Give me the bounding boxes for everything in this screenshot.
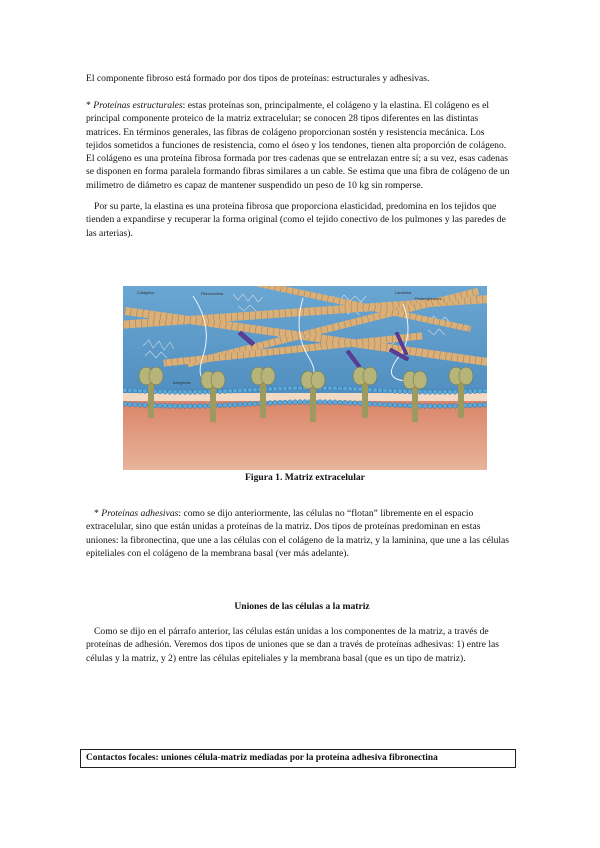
structural-text: : estas proteínas son, principalmente, el colágeno y la elastina. El colágeno es el principal componente proteico de la matriz extracelular; se conocen 28 tipos diferentes en las distintas matrices. En términos generales, las fibras de colágeno proporcionan sostén y resistencia mecánica. Los tejidos sometidos a funciones de resistencia, como el óseo y los tendones, tienen alta proporción de colágeno. El colágeno es una proteína fibrosa formada por tres cadenas que se entrelazan entre sí; a su vez, esas cadenas se disponen en forma paralela formando fibras similares a un cable. Se estima que una fibra de colágeno de un milímetro de diámetro es capaz de mantener suspendido un peso de 10 kg sin romperse. xyxy=(86,100,510,191)
lipid-head xyxy=(398,389,403,394)
adhesive-term: Proteínas adhesivas xyxy=(101,508,179,519)
adhesive-text: : como se dijo anteriormente, las células no “flotan” libremente en el espacio extracelular, sino que están unidas a proteínas de la matriz. Dos tipos de proteínas predominan en estas uniones: la fibronectina, que une a las células con el colágeno de la matriz, y la laminina, que une a las células epiteliales con el colágeno de la membrana basal (ver más adelante). xyxy=(86,508,510,559)
lipid-head xyxy=(333,386,338,391)
lipid-head xyxy=(293,386,298,391)
lipid-head xyxy=(473,389,478,394)
lipid-head xyxy=(133,402,138,407)
lipid-head xyxy=(293,400,298,405)
lipid-head xyxy=(443,390,448,395)
lipid-head xyxy=(418,403,423,408)
lipid-head xyxy=(298,400,303,405)
lipid-head xyxy=(353,387,358,392)
lipid-head xyxy=(403,389,408,394)
lipid-head xyxy=(128,388,133,393)
extracellular-matrix-figure xyxy=(123,286,487,470)
lipid-head xyxy=(478,389,483,394)
lipid-head xyxy=(383,402,388,407)
lipid-head xyxy=(318,400,323,405)
lipid-head xyxy=(248,388,253,393)
lipid-head xyxy=(448,403,453,408)
lipid-head xyxy=(438,404,443,409)
lipid-head xyxy=(178,390,183,395)
lipid-head xyxy=(438,390,443,395)
lipid-head xyxy=(483,388,487,393)
lipid-head xyxy=(388,388,393,393)
lipid-head xyxy=(358,387,363,392)
lipid-head xyxy=(143,403,148,408)
bullet: * xyxy=(94,508,102,519)
lipid-head xyxy=(323,400,328,405)
lipid-head xyxy=(278,400,283,405)
lipid-head xyxy=(278,386,283,391)
lipid-head xyxy=(373,402,378,407)
lipid-head xyxy=(163,389,168,394)
lipid-head xyxy=(133,388,138,393)
lipid-head xyxy=(193,390,198,395)
lipid-head xyxy=(378,388,383,393)
lipid-head xyxy=(453,389,458,394)
lipid-head xyxy=(348,386,353,391)
lipid-head xyxy=(303,400,308,405)
lipid-head xyxy=(428,404,433,409)
lipid-head xyxy=(388,402,393,407)
lipid-head xyxy=(273,386,278,391)
label-proteoglycans: Proteoglicanos xyxy=(415,296,442,301)
lipid-head xyxy=(223,389,228,394)
figure-caption: Figura 1. Matriz extracelular xyxy=(245,472,365,483)
lipid-head xyxy=(188,390,193,395)
lipid-head xyxy=(383,388,388,393)
lipid-head xyxy=(483,402,487,407)
lipid-head xyxy=(433,390,438,395)
label-laminin: Laminina xyxy=(395,290,412,295)
lipid-head xyxy=(323,386,328,391)
lipid-head xyxy=(183,404,188,409)
lipid-head xyxy=(183,390,188,395)
lipid-head xyxy=(138,388,143,393)
lipid-head xyxy=(123,388,127,393)
lipid-head xyxy=(138,402,143,407)
lipid-head xyxy=(218,389,223,394)
structural-proteins-paragraph xyxy=(86,99,512,192)
lipid-head xyxy=(203,389,208,394)
lipid-head xyxy=(158,389,163,394)
lipid-head xyxy=(228,402,233,407)
lipid-head xyxy=(173,390,178,395)
lipid-head xyxy=(368,387,373,392)
lipid-head xyxy=(443,404,448,409)
lipid-head xyxy=(288,386,293,391)
lipid-head xyxy=(128,402,133,407)
lipid-head xyxy=(193,404,198,409)
lipid-head xyxy=(378,402,383,407)
lipid-head xyxy=(373,388,378,393)
bullet: * xyxy=(86,100,94,111)
lipid-head xyxy=(238,388,243,393)
lipid-head xyxy=(143,389,148,394)
lipid-head xyxy=(268,387,273,392)
lipid-head xyxy=(368,401,373,406)
lipid-head xyxy=(343,400,348,405)
lipid-head xyxy=(328,386,333,391)
cytoplasm xyxy=(123,398,487,470)
lipid-head xyxy=(273,400,278,405)
intro-paragraph: El componente fibroso está formado por dos tipos de proteínas: estructurales y adhesivas. xyxy=(86,73,430,84)
lipid-head xyxy=(233,388,238,393)
structural-term: Proteínas estructurales xyxy=(93,100,183,111)
lipid-head xyxy=(198,403,203,408)
lipid-head xyxy=(158,403,163,408)
lipid-head xyxy=(298,386,303,391)
label-collagen: Colágeno xyxy=(137,290,155,295)
lipid-head xyxy=(283,386,288,391)
lipid-head xyxy=(338,386,343,391)
lipid-head xyxy=(178,404,183,409)
lipid-head xyxy=(418,389,423,394)
lipid-head xyxy=(423,390,428,395)
lipid-head xyxy=(433,404,438,409)
lipid-head xyxy=(348,400,353,405)
lipid-head xyxy=(448,389,453,394)
lipid-head xyxy=(283,400,288,405)
lipid-head xyxy=(123,402,127,407)
lipid-head xyxy=(288,400,293,405)
lipid-head xyxy=(243,402,248,407)
lipid-head xyxy=(473,403,478,408)
elastin-paragraph: Por su parte, la elastina es una proteína fibrosa que proporciona elasticidad, predomina en los tejidos que tienden a expandirse y recuperar la forma original (como el tejido conectivo de los pulmones y las paredes de las arterias). xyxy=(86,201,506,239)
lipid-head xyxy=(468,403,473,408)
lipid-head xyxy=(343,386,348,391)
lipid-head xyxy=(338,400,343,405)
lipid-head xyxy=(203,403,208,408)
lipid-head xyxy=(353,401,358,406)
lipid-head xyxy=(423,404,428,409)
lipid-head xyxy=(248,402,253,407)
lipid-head xyxy=(243,388,248,393)
lipid-head xyxy=(393,403,398,408)
lipid-head xyxy=(358,401,363,406)
label-fibronectin: Fibronectina xyxy=(201,291,224,296)
matrix-illustration xyxy=(123,286,487,470)
lipid-head xyxy=(198,389,203,394)
lipid-head xyxy=(333,400,338,405)
lipid-head xyxy=(238,402,243,407)
lipid-head xyxy=(393,389,398,394)
cell-matrix-unions-paragraph: Como se dijo en el párrafo anterior, las células están unidas a los componentes de la matriz, a través de proteínas de adhesión. Veremos dos tipos de uniones que se dan a través de proteínas adhesivas: 1) entre las células y la matriz, y 2) entre las células epiteliales y la membrana basal (que es un tipo de matriz). xyxy=(86,626,500,664)
focal-contacts-heading-box: Contactos focales: uniones célula-matriz mediadas por la proteína adhesiva fibronectina xyxy=(80,749,516,768)
lipid-head xyxy=(328,400,333,405)
lipid-head xyxy=(478,403,483,408)
label-integrins: Integrinas xyxy=(173,380,191,385)
lipid-head xyxy=(468,389,473,394)
lipid-head xyxy=(398,403,403,408)
lipid-head xyxy=(168,403,173,408)
lipid-head xyxy=(188,404,193,409)
lipid-head xyxy=(408,389,413,394)
lipid-head xyxy=(233,402,238,407)
lipid-head xyxy=(168,389,173,394)
lipid-head xyxy=(268,401,273,406)
lipid-head xyxy=(218,403,223,408)
lipid-head xyxy=(228,388,233,393)
lipid-head xyxy=(253,387,258,392)
lipid-head xyxy=(408,403,413,408)
lipid-head xyxy=(173,404,178,409)
lipid-head xyxy=(223,403,228,408)
lipid-head xyxy=(428,390,433,395)
lipid-head xyxy=(403,403,408,408)
section-heading: Uniones de las células a la matriz xyxy=(234,601,370,612)
lipid-head xyxy=(163,403,168,408)
adhesive-proteins-paragraph xyxy=(86,507,512,560)
lipid-head xyxy=(453,403,458,408)
lipid-head xyxy=(253,401,258,406)
